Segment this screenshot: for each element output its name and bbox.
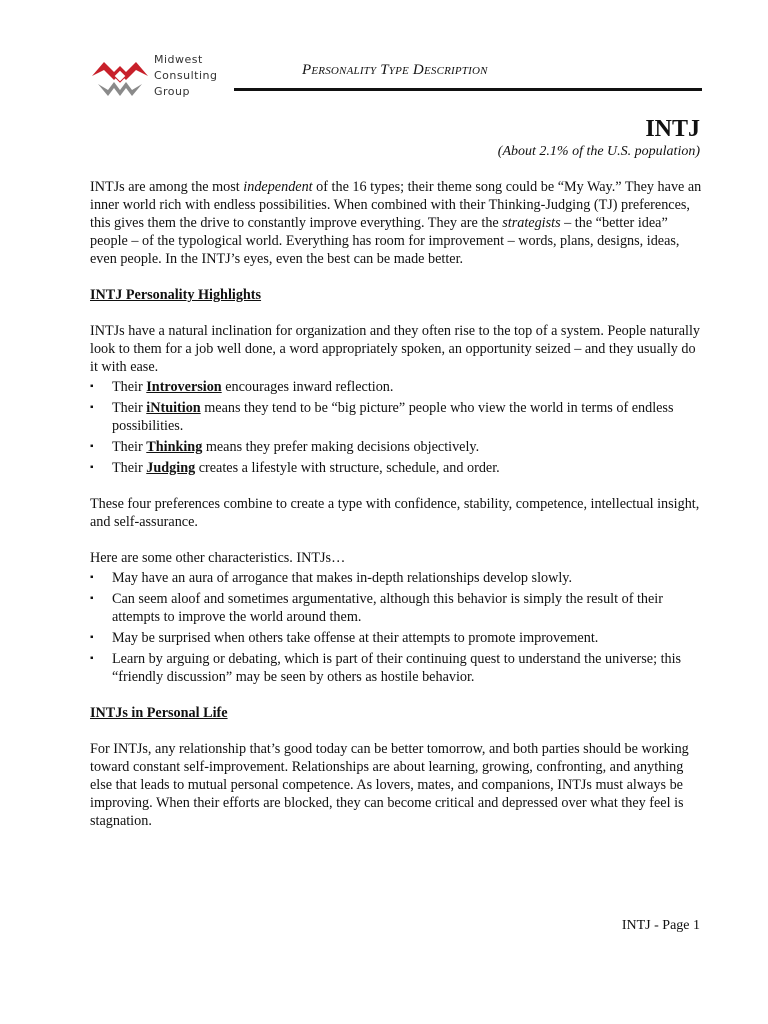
summary-paragraph: These four preferences combine to create a type with confidence, stability, competence, intellectual insight, and self-assurance. [90,496,700,530]
highlights-paragraph: INTJs have a natural inclination for organization and they often rise to the top of a system. People naturally look to them for a job well done, a word appropriately spoken, an opportunity seized – and they usually do it with ease. [90,323,701,375]
intro-paragraph [90,178,702,268]
type-code: INTJ [645,116,700,142]
logo-wordmark [154,52,217,100]
bullet-text: Their [112,400,147,416]
list-item [90,399,702,435]
preference-term: iNtuition [146,400,201,416]
mcg-logo-icon [90,54,150,104]
personal-life-paragraph: For INTJs, any relationship that’s good today can be better tomorrow, and both parties should be working toward constant self-improvement. Relationships are about learning, growing, confronting, and anything else that leads to mutual personal competence. As lovers, mates, and companions, INTJs must always be improving. When their efforts are blocked, they can become critical and depressed over what they feel is stagnation. [90,741,689,829]
list-item [90,459,702,477]
bullet-icon: ▪ [90,381,94,392]
header-rule [234,88,702,91]
intro-text-2: of the 16 types; their theme song could be “My Way.” They have an inner world rich with endless possibilities. When combined with their Thinking-Judging (TJ) preferences, this gives them the drive to constantly improve everything. They are the [90,179,702,231]
bullet-icon: ▪ [90,402,94,413]
logo-line-1: Midwest [154,53,203,66]
intro-text-1: INTJs are among the most [90,179,244,195]
bullet-text: means they tend to be “big picture” people who view the world in terms of endless possibilities. [112,400,674,434]
bullet-text: May be surprised when others take offense at their attempts to promote improvement. [112,630,599,646]
bullet-text: encourages inward reflection. [221,379,394,395]
preferences-list [90,378,702,477]
bullet-text: Learn by arguing or debating, which is part of their continuing quest to understand the universe; this “friendly discussion” may be seen by others as hostile behavior. [112,651,682,685]
bullet-text: Their [112,439,147,455]
logo-line-2: Consulting [154,69,218,82]
page-footer: INTJ - Page 1 [621,918,700,933]
bullet-icon: ▪ [90,462,94,473]
bullet-text: creates a lifestyle with structure, schedule, and order. [195,460,500,476]
preference-term: Introversion [146,379,222,395]
list-item [90,438,702,456]
company-logo [90,50,250,106]
intro-text-3: – the “better idea” people – of the typological world. Everything has room for improvement – words, plans, designs, ideas, even people. In the INTJ’s eyes, even the best can be made better. [90,215,680,267]
bullet-icon: ▪ [90,653,94,664]
preference-term: Judging [146,460,196,476]
bullet-icon: ▪ [90,593,94,604]
personal-life-heading: INTJs in Personal Life [90,705,228,721]
list-item [90,650,702,686]
bullet-icon: ▪ [90,572,94,583]
characteristics-lead: Here are some other characteristics. INTJs… [90,550,346,566]
bullet-icon: ▪ [90,632,94,643]
preference-term: Thinking [146,439,203,455]
population-note: (About 2.1% of the U.S. population) [497,144,700,159]
intro-emphasis-independent: independent [243,179,313,195]
bullet-text: Their [112,460,147,476]
bullet-icon: ▪ [90,441,94,452]
list-item [90,569,702,587]
bullet-text: May have an aura of arrogance that makes in-depth relationships develop slowly. [112,570,573,586]
intro-emphasis-strategists: strategists [502,215,561,231]
document-title: Personality Type Description [302,62,488,78]
page-header [90,50,702,110]
highlights-heading: INTJ Personality Highlights [90,287,262,303]
document-body [90,178,702,848]
logo-line-3: Group [154,85,190,98]
bullet-text: Their [112,379,147,395]
list-item [90,629,702,647]
characteristics-list [90,569,702,686]
bullet-text: Can seem aloof and sometimes argumentative, although this behavior is simply the result of their attempts to improve the world around them. [112,591,663,625]
list-item [90,590,702,626]
list-item [90,378,702,396]
bullet-text: means they prefer making decisions objectively. [202,439,480,455]
